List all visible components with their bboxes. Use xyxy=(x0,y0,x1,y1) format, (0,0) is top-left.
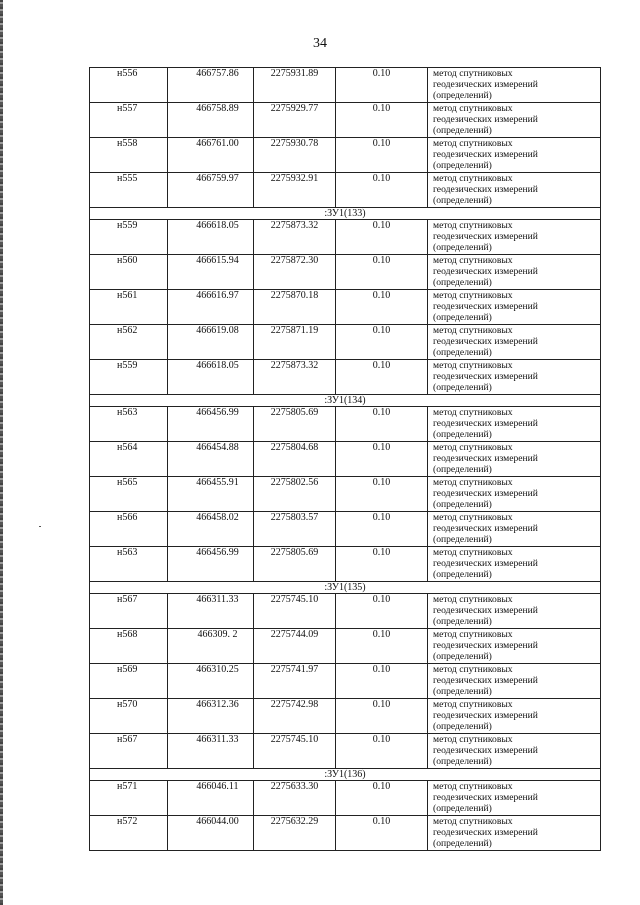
point-id-cell: н559 xyxy=(90,360,168,395)
method-cell: метод спутниковых геодезических измерений (определений) xyxy=(428,547,601,582)
method-cell: метод спутниковых геодезических измерений (определений) xyxy=(428,407,601,442)
accuracy-cell: 0.10 xyxy=(336,512,428,547)
point-id-cell: н565 xyxy=(90,477,168,512)
x-coordinate-cell: 466757.86 xyxy=(168,68,254,103)
table-row xyxy=(90,512,601,547)
y-coordinate-cell: 2275872.30 xyxy=(254,255,336,290)
y-coordinate-cell: 2275744.09 xyxy=(254,629,336,664)
point-id-cell: н556 xyxy=(90,68,168,103)
accuracy-cell: 0.10 xyxy=(336,103,428,138)
x-coordinate-cell: 466618.05 xyxy=(168,220,254,255)
scan-edge xyxy=(0,0,3,905)
x-coordinate-cell: 466309. 2 xyxy=(168,629,254,664)
y-coordinate-cell: 2275803.57 xyxy=(254,512,336,547)
point-id-cell: н570 xyxy=(90,699,168,734)
section-header-row xyxy=(90,769,601,781)
y-coordinate-cell: 2275745.10 xyxy=(254,594,336,629)
section-header: :ЗУ1(133) xyxy=(90,208,601,220)
table-row xyxy=(90,220,601,255)
coordinates-table xyxy=(89,67,601,851)
x-coordinate-cell: 466458.02 xyxy=(168,512,254,547)
y-coordinate-cell: 2275871.19 xyxy=(254,325,336,360)
table-row xyxy=(90,442,601,477)
table-row xyxy=(90,407,601,442)
x-coordinate-cell: 466455.91 xyxy=(168,477,254,512)
method-cell: метод спутниковых геодезических измерений (определений) xyxy=(428,629,601,664)
method-cell: метод спутниковых геодезических измерений (определений) xyxy=(428,103,601,138)
accuracy-cell: 0.10 xyxy=(336,477,428,512)
accuracy-cell: 0.10 xyxy=(336,138,428,173)
y-coordinate-cell: 2275741.97 xyxy=(254,664,336,699)
table-row xyxy=(90,325,601,360)
method-cell: метод спутниковых геодезических измерений (определений) xyxy=(428,512,601,547)
point-id-cell: н568 xyxy=(90,629,168,664)
y-coordinate-cell: 2275931.89 xyxy=(254,68,336,103)
table-row xyxy=(90,290,601,325)
point-id-cell: н563 xyxy=(90,547,168,582)
accuracy-cell: 0.10 xyxy=(336,781,428,816)
table-row xyxy=(90,173,601,208)
section-header-row xyxy=(90,208,601,220)
x-coordinate-cell: 466311.33 xyxy=(168,734,254,769)
x-coordinate-cell: 466046.11 xyxy=(168,781,254,816)
method-cell: метод спутниковых геодезических измерений (определений) xyxy=(428,290,601,325)
point-id-cell: н569 xyxy=(90,664,168,699)
x-coordinate-cell: 466044.00 xyxy=(168,816,254,851)
point-id-cell: н559 xyxy=(90,220,168,255)
accuracy-cell: 0.10 xyxy=(336,290,428,325)
accuracy-cell: 0.10 xyxy=(336,629,428,664)
method-cell: метод спутниковых геодезических измерений (определений) xyxy=(428,325,601,360)
point-id-cell: н555 xyxy=(90,173,168,208)
accuracy-cell: 0.10 xyxy=(336,594,428,629)
table-row xyxy=(90,734,601,769)
accuracy-cell: 0.10 xyxy=(336,407,428,442)
point-id-cell: н571 xyxy=(90,781,168,816)
accuracy-cell: 0.10 xyxy=(336,68,428,103)
method-cell: метод спутниковых геодезических измерений (определений) xyxy=(428,664,601,699)
point-id-cell: н564 xyxy=(90,442,168,477)
section-header: :ЗУ1(134) xyxy=(90,395,601,407)
y-coordinate-cell: 2275804.68 xyxy=(254,442,336,477)
x-coordinate-cell: 466312.36 xyxy=(168,699,254,734)
point-id-cell: н557 xyxy=(90,103,168,138)
x-coordinate-cell: 466456.99 xyxy=(168,407,254,442)
table-row xyxy=(90,547,601,582)
x-coordinate-cell: 466311.33 xyxy=(168,594,254,629)
y-coordinate-cell: 2275932.91 xyxy=(254,173,336,208)
accuracy-cell: 0.10 xyxy=(336,220,428,255)
y-coordinate-cell: 2275802.56 xyxy=(254,477,336,512)
table-row xyxy=(90,360,601,395)
method-cell: метод спутниковых геодезических измерений (определений) xyxy=(428,699,601,734)
x-coordinate-cell: 466616.97 xyxy=(168,290,254,325)
method-cell: метод спутниковых геодезических измерений (определений) xyxy=(428,255,601,290)
method-cell: метод спутниковых геодезических измерений (определений) xyxy=(428,360,601,395)
point-id-cell: н567 xyxy=(90,594,168,629)
table-row xyxy=(90,699,601,734)
scan-speck xyxy=(39,526,41,527)
coordinates-table-body xyxy=(90,68,601,851)
x-coordinate-cell: 466456.99 xyxy=(168,547,254,582)
method-cell: метод спутниковых геодезических измерений (определений) xyxy=(428,68,601,103)
method-cell: метод спутниковых геодезических измерений (определений) xyxy=(428,173,601,208)
y-coordinate-cell: 2275930.78 xyxy=(254,138,336,173)
accuracy-cell: 0.10 xyxy=(336,547,428,582)
table-row xyxy=(90,477,601,512)
table-row xyxy=(90,594,601,629)
point-id-cell: н572 xyxy=(90,816,168,851)
y-coordinate-cell: 2275870.18 xyxy=(254,290,336,325)
page-number: 34 xyxy=(313,36,327,51)
method-cell: метод спутниковых геодезических измерений (определений) xyxy=(428,781,601,816)
x-coordinate-cell: 466310.25 xyxy=(168,664,254,699)
point-id-cell: н562 xyxy=(90,325,168,360)
x-coordinate-cell: 466761.00 xyxy=(168,138,254,173)
y-coordinate-cell: 2275805.69 xyxy=(254,407,336,442)
x-coordinate-cell: 466618.05 xyxy=(168,360,254,395)
table-row xyxy=(90,664,601,699)
accuracy-cell: 0.10 xyxy=(336,360,428,395)
accuracy-cell: 0.10 xyxy=(336,255,428,290)
accuracy-cell: 0.10 xyxy=(336,173,428,208)
point-id-cell: н560 xyxy=(90,255,168,290)
accuracy-cell: 0.10 xyxy=(336,664,428,699)
method-cell: метод спутниковых геодезических измерений (определений) xyxy=(428,816,601,851)
x-coordinate-cell: 466615.94 xyxy=(168,255,254,290)
y-coordinate-cell: 2275873.32 xyxy=(254,360,336,395)
section-header: :ЗУ1(135) xyxy=(90,582,601,594)
y-coordinate-cell: 2275805.69 xyxy=(254,547,336,582)
section-header-row xyxy=(90,582,601,594)
point-id-cell: н566 xyxy=(90,512,168,547)
section-header-row xyxy=(90,395,601,407)
accuracy-cell: 0.10 xyxy=(336,699,428,734)
method-cell: метод спутниковых геодезических измерений (определений) xyxy=(428,138,601,173)
method-cell: метод спутниковых геодезических измерений (определений) xyxy=(428,442,601,477)
section-header: :ЗУ1(136) xyxy=(90,769,601,781)
table-row xyxy=(90,629,601,664)
y-coordinate-cell: 2275633.30 xyxy=(254,781,336,816)
table-row xyxy=(90,816,601,851)
table-row xyxy=(90,255,601,290)
y-coordinate-cell: 2275745.10 xyxy=(254,734,336,769)
method-cell: метод спутниковых геодезических измерений (определений) xyxy=(428,594,601,629)
x-coordinate-cell: 466454.88 xyxy=(168,442,254,477)
accuracy-cell: 0.10 xyxy=(336,325,428,360)
x-coordinate-cell: 466759.97 xyxy=(168,173,254,208)
table-row xyxy=(90,138,601,173)
accuracy-cell: 0.10 xyxy=(336,442,428,477)
y-coordinate-cell: 2275742.98 xyxy=(254,699,336,734)
table-row xyxy=(90,103,601,138)
accuracy-cell: 0.10 xyxy=(336,816,428,851)
method-cell: метод спутниковых геодезических измерений (определений) xyxy=(428,220,601,255)
point-id-cell: н563 xyxy=(90,407,168,442)
method-cell: метод спутниковых геодезических измерений (определений) xyxy=(428,734,601,769)
point-id-cell: н561 xyxy=(90,290,168,325)
y-coordinate-cell: 2275873.32 xyxy=(254,220,336,255)
x-coordinate-cell: 466758.89 xyxy=(168,103,254,138)
accuracy-cell: 0.10 xyxy=(336,734,428,769)
y-coordinate-cell: 2275929.77 xyxy=(254,103,336,138)
table-row xyxy=(90,781,601,816)
method-cell: метод спутниковых геодезических измерений (определений) xyxy=(428,477,601,512)
point-id-cell: н567 xyxy=(90,734,168,769)
point-id-cell: н558 xyxy=(90,138,168,173)
y-coordinate-cell: 2275632.29 xyxy=(254,816,336,851)
table-row xyxy=(90,68,601,103)
x-coordinate-cell: 466619.08 xyxy=(168,325,254,360)
